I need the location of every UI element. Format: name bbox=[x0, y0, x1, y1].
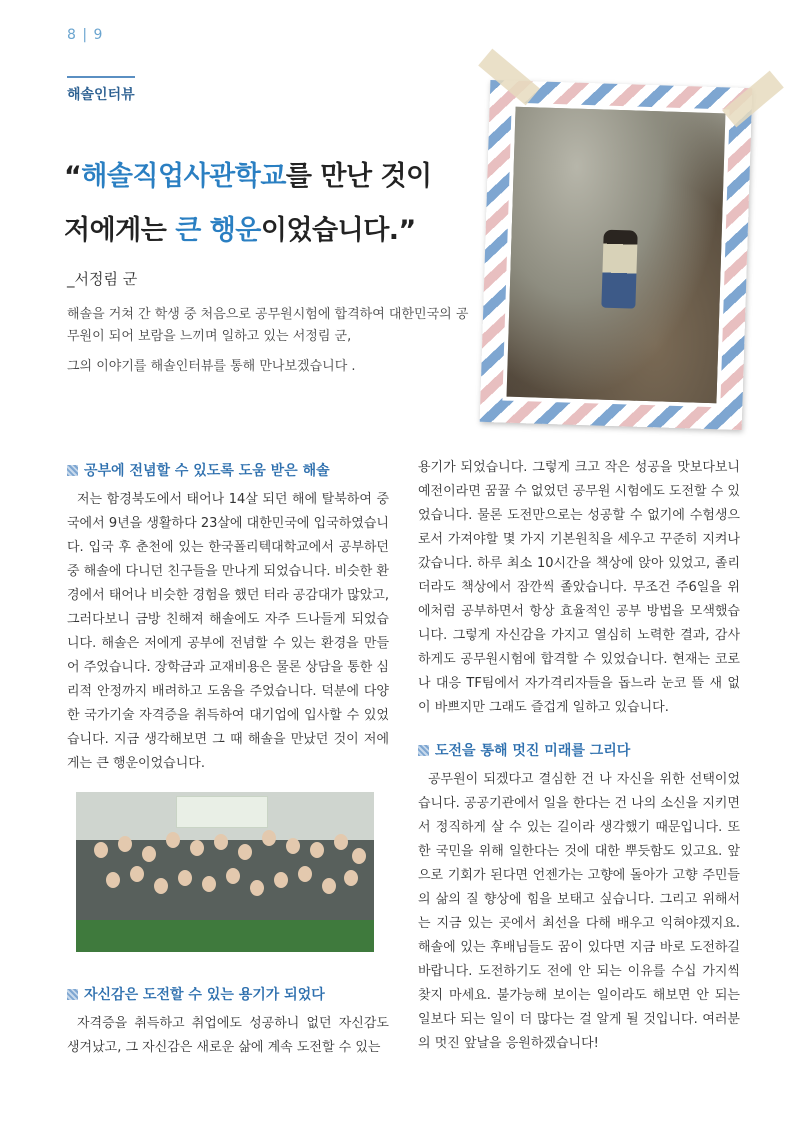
section-2-paragraph-start: 자격증을 취득하고 취업에도 성공하니 없던 자신감도 생겨났고, 그 자신감은 새로운 삶에 계속 도전할 수 있는 bbox=[67, 1016, 389, 1055]
group-member bbox=[202, 876, 216, 892]
group-member bbox=[94, 842, 108, 858]
section-label-block bbox=[67, 76, 135, 104]
group-member bbox=[106, 872, 120, 888]
section-2-body-start bbox=[67, 1012, 389, 1060]
group-member bbox=[190, 840, 204, 856]
section-1-body bbox=[67, 488, 389, 776]
group-photo bbox=[76, 792, 374, 952]
group-member bbox=[142, 846, 156, 862]
group-member bbox=[334, 834, 348, 850]
group-member bbox=[298, 866, 312, 882]
group-member bbox=[262, 830, 276, 846]
intro-paragraph-2: 그의 이야기를 해솔인터뷰를 통해 만나보겠습니다 . bbox=[67, 359, 356, 374]
group-member bbox=[226, 868, 240, 884]
title-line2-rest: 이었습니다.” bbox=[260, 215, 416, 246]
group-member bbox=[322, 878, 336, 894]
portrait-photo-inner bbox=[502, 103, 729, 408]
section-heading-3 bbox=[418, 740, 630, 760]
title-accent-1: 해솔직업사관학교 bbox=[81, 161, 286, 192]
title-open-quote: “ bbox=[64, 161, 82, 192]
section-rule bbox=[67, 76, 135, 78]
interview-title bbox=[64, 150, 484, 258]
group-member bbox=[286, 838, 300, 854]
portrait-photo bbox=[506, 107, 725, 403]
heading-square-icon bbox=[67, 465, 78, 476]
section-3-body bbox=[418, 768, 740, 1056]
group-member bbox=[166, 832, 180, 848]
group-photo-people bbox=[84, 822, 366, 932]
group-member bbox=[118, 836, 132, 852]
section-2-body-continued bbox=[418, 456, 740, 720]
group-member bbox=[274, 872, 288, 888]
section-heading-1 bbox=[67, 460, 330, 480]
group-member bbox=[352, 848, 366, 864]
section-heading-3-text: 도전을 통해 멋진 미래를 그리다 bbox=[435, 743, 631, 759]
byline: _서정림 군 bbox=[67, 270, 138, 288]
group-member bbox=[214, 834, 228, 850]
heading-square-icon bbox=[67, 989, 78, 1000]
person-figure bbox=[601, 230, 637, 309]
section-heading-1-text: 공부에 전념할 수 있도록 도움 받은 해솔 bbox=[84, 463, 330, 479]
section-label: 해솔인터뷰 bbox=[67, 87, 135, 103]
heading-square-icon bbox=[418, 745, 429, 756]
section-heading-2 bbox=[67, 984, 325, 1004]
section-heading-2-text: 자신감은 도전할 수 있는 용기가 되었다 bbox=[84, 987, 325, 1003]
section-3-paragraph: 공무원이 되겠다고 결심한 건 나 자신을 위한 선택이었습니다. 공공기관에서 일을 한다는 건 나의 소신을 지키면서 정직하게 살 수 있는 길이라 생각했기 때문입니다. 또한 국민을 위해 일한다는 것에 대한 뿌듯함도 있고요. 앞으로 기회가 된다면 언젠가는 고향에 돌아가 고향 주민들의 삶의 질 향상에 힘을 보태고 싶습니다. 그리고 위해서는 지금 있는 곳에서 최선을 다해 배우고 익혀야겠지요. 해솔에 있는 후배님들도 꿈이 있다면 지금 바로 도전하길 바랍니다. 도전하기도 전에 안 되는 이유를 수십 가지씩 찾지 마세요. 불가능해 보이는 일이라도 해보면 안 되는 일보다 되는 일이 더 많다는 걸 알게 될 것입니다. 여러분의 멋진 앞날을 응원하겠습니다! bbox=[418, 772, 740, 1051]
portrait-photo-frame bbox=[480, 80, 753, 430]
section-2-paragraph-continued: 용기가 되었습니다. 그렇게 크고 작은 성공을 맛보다보니 예전이라면 꿈꿀 수 없었던 공무원 시험에도 도전할 수 있었습니다. 물론 도전만으로는 성공할 수 없기에 수험생으로서 가져야할 몇 가지 기본원칙을 세우고 꾸준히 지켜나갔습니다. 하루 최소 10시간을 책상에 앉아 있었고, 졸리더라도 책상에서 잠깐씩 졸았습니다. 무조건 주6일을 위에처럼 공부하면서 항상 효율적인 공부 방법을 모색했습니다. 그렇게 자신감을 가지고 열심히 노력한 결과, 감사하게도 공무원시험에 합격할 수 있었습니다. 현재는 코로나 대응 TF팀에서 자가격리자들을 돕느라 눈코 뜰 새 없이 바쁘지만 그래도 즐겁게 일하고 있습니다. bbox=[418, 460, 740, 715]
section-1-paragraph: 저는 함경북도에서 태어나 14살 되던 해에 탈북하여 중국에서 9년을 생활하다 23살에 대한민국에 입국하였습니다. 입국 후 춘천에 있는 한국폴리텍대학교에서 공부하던 중 해솔에 다니던 친구들을 만나게 되었습니다. 비슷한 환경에서 태어나 비슷한 경험을 했던 터라 공감대가 많았고, 그러다보니 금방 친해져 해솔에도 자주 드나들게 되었습니다. 해솔은 저에게 공부에 전념할 수 있는 환경을 만들어 주었습니다. 장학금과 교재비용은 물론 상담을 통한 심리적 안정까지 배려하고 도움을 주었습니다. 덕분에 다양한 국가기술 자격증을 취득하여 대기업에 입사할 수 있었습니다. 지금 생각해보면 그 때 해솔을 만났던 것이 저에게는 큰 행운이었습니다. bbox=[67, 492, 389, 771]
group-member bbox=[130, 866, 144, 882]
group-member bbox=[344, 870, 358, 886]
page-number: 8 | 9 bbox=[67, 27, 104, 43]
group-member bbox=[310, 842, 324, 858]
group-member bbox=[250, 880, 264, 896]
group-member bbox=[238, 844, 252, 860]
group-member bbox=[154, 878, 168, 894]
intro-paragraph-1: 해솔을 거쳐 간 학생 중 처음으로 공무원시험에 합격하여 대한민국의 공무원이 되어 보람을 느끼며 일하고 있는 서정림 군, bbox=[67, 307, 469, 344]
group-member bbox=[178, 870, 192, 886]
title-line2-start: 저에게는 bbox=[64, 215, 176, 246]
title-accent-2: 큰 행운 bbox=[175, 215, 261, 246]
title-line1-rest: 를 만난 것이 bbox=[285, 161, 432, 192]
